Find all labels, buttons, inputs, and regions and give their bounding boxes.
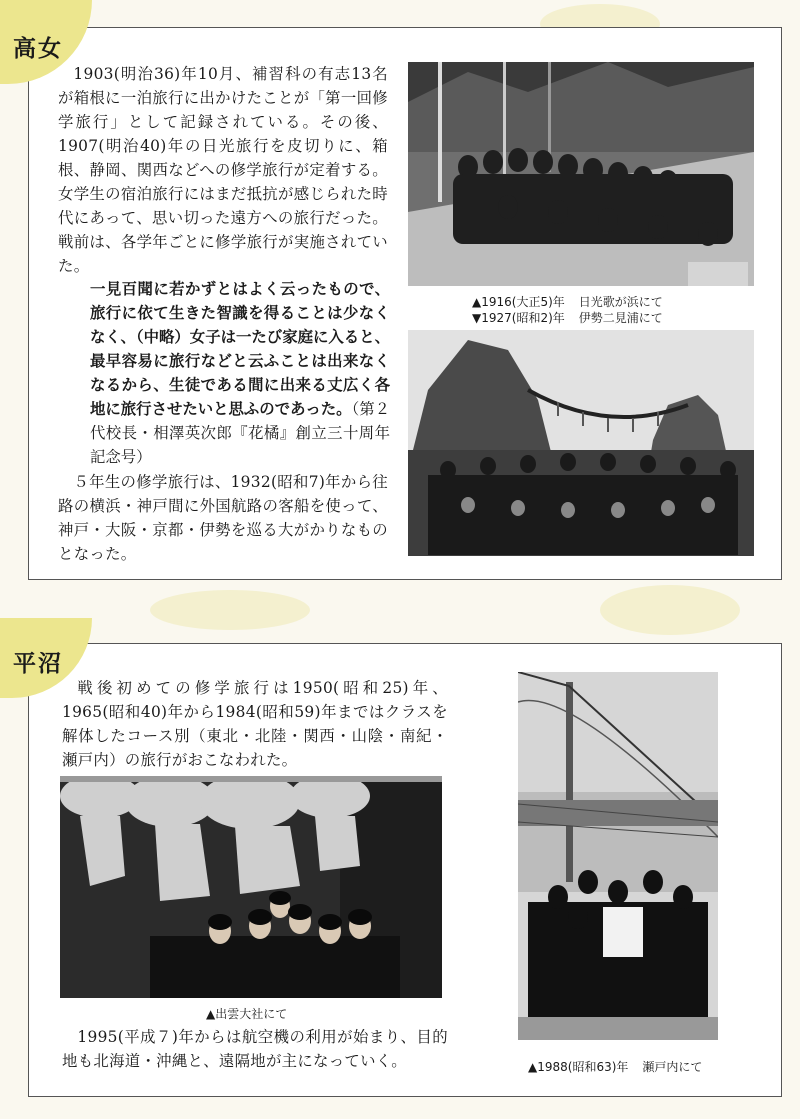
caption-nikko-place: 日光歌が浜にて	[578, 295, 663, 309]
background-splash	[150, 590, 310, 630]
hiranuma-intro-paragraph: 戦後初めての修学旅行は1950(昭和25)年、1965(昭和40)年から1984(昭和59)年まではクラスを解体したコース別（東北・北陸・関西・山陰・南紀・瀬戸内）の旅行がおこなわれた。	[62, 679, 448, 769]
quote-text: 一見百聞に若かずとはよく云ったもので、旅行に依て生きた智識を得ることは少なくなく、（中略）女子は一たび家庭に入ると、最早容易に旅行などと云ふことは出来なくなるから、生徒である間に出来る丈広く各地に旅行させたいと思ふのであった。	[90, 280, 390, 418]
section-label-koujo: 高女	[0, 0, 92, 84]
caption-futamiura	[472, 309, 663, 326]
caption-setouchi-place: 瀬戸内にて	[642, 1060, 703, 1074]
koujo-quote	[90, 277, 390, 469]
photo-nikko-group	[408, 62, 754, 286]
caption-futamiura-place: 伊勢二見浦にて	[578, 311, 663, 325]
caption-futamiura-date: ▼1927(昭和2)年	[472, 311, 565, 325]
caption-nikko-date: ▲1916(大正5)年	[472, 295, 565, 309]
caption-nikko	[472, 293, 663, 310]
background-splash	[600, 585, 740, 635]
photo-setouchi-bridge	[518, 672, 718, 1040]
photo-futamiura-group	[408, 330, 754, 556]
koujo-intro-paragraph: 1903(明治36)年10月、補習科の有志13名が箱根に一泊旅行に出かけたことが「第一回修学旅行」として記録されている。その後、1907(明治40)年の日光旅行を皮切りに、箱根、静岡、関西などへの修学旅行が定着する。女学生の宿泊旅行にはまだ抵抗が感じられた時代にあって、思い切った遠方への旅行だった。戦前は、各学年ごとに修学旅行が実施されていた。	[58, 65, 388, 275]
section-label-hiranuma: 平沼	[0, 618, 92, 698]
hiranuma-closing-paragraph: 1995(平成７)年からは航空機の利用が始まり、目的地も北海道・沖縄と、遠隔地が主になっていく。	[62, 1028, 448, 1070]
quote-source: （第２代校長・相澤英次郎『花橘』創立三十周年記念号）	[90, 400, 390, 466]
koujo-closing-paragraph: ５年生の修学旅行は、1932(昭和7)年から往路の横浜・神戸間に外国航路の客船を使って、神戸・大阪・京都・伊勢を巡る大がかりなものとなった。	[58, 473, 388, 563]
caption-setouchi	[528, 1058, 702, 1075]
caption-setouchi-date: ▲1988(昭和63)年	[528, 1060, 629, 1074]
photo-izumo-taisha	[60, 776, 442, 998]
caption-izumo: ▲出雲大社にて	[206, 1007, 288, 1021]
